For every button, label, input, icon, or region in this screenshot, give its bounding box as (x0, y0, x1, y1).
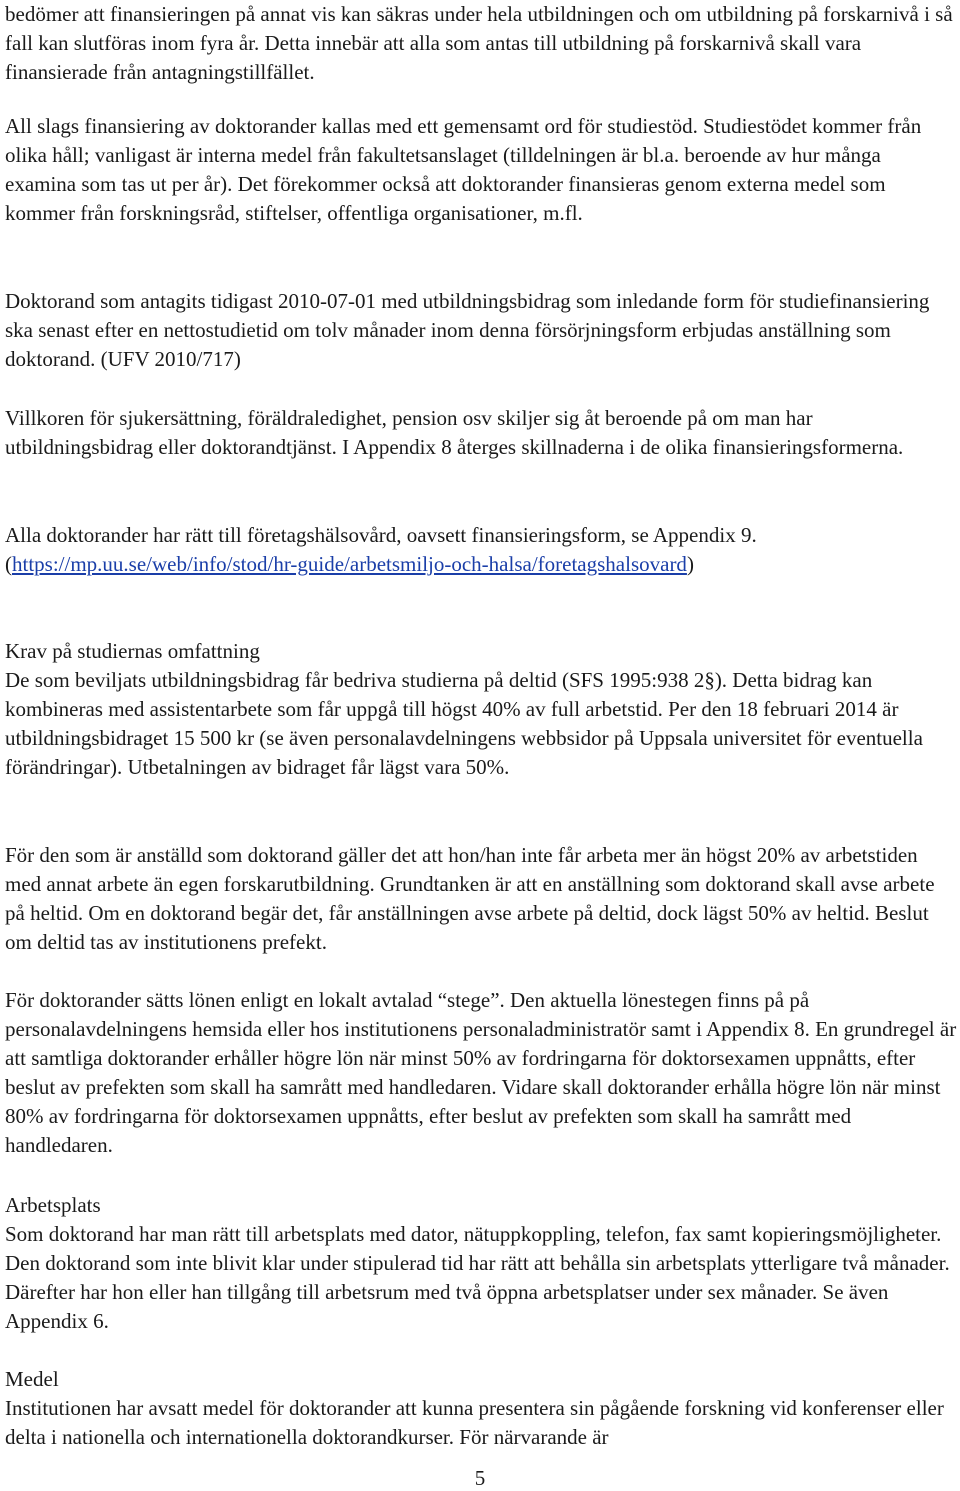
heading-krav: Krav på studiernas omfattning (5, 639, 260, 663)
paragraph-lon: För doktorander sätts lönen enligt en lokalt avtalad “stege”. Den aktuella lönestegen finns på på personalavdelningens hemsida eller hos institutionens personaladministratör samt i Appendix 8. En grundregel är att samtliga doktorander erhåller högre lön när minst 50% av fordringarna för doktorsexamen uppnåtts, efter beslut av prefekten som skall ha samrått med handledaren. Vidare skall doktorander erhålla högre lön när minst 80% av fordringarna för doktorsexamen uppnåtts, efter beslut av prefekten som skall ha samrått med handledaren. (5, 988, 957, 1157)
paragraph-krav: De som beviljats utbildningsbidrag får bedriva studierna på deltid (SFS 1995:938 2§). Detta bidrag kan kombineras med assistentarbete som får uppgå till högst 40% av full arbetstid. Per den 18 februari 2014 är utbildningsbidraget 15 500 kr (se även personalavdelningens webbsidor på Uppsala universitet för eventuella förändringar). Utbetalningen av bidraget får lägst vara 50%. (5, 668, 923, 779)
paragraph-doktorand-antagits: Doktorand som antagits tidigast 2010-07-01 med utbildningsbidrag som inledande form för studiefinansiering ska senast efter en nettostudietid om tolv månader inom denna försörjningsform erbjudas anställning som doktorand. (UFV 2010/717) (5, 289, 930, 371)
paragraph-villkoren: Villkoren för sjukersättning, föräldraledighet, pension osv skiljer sig åt beroende på om man har utbildningsbidrag eller doktorandtjänst. I Appendix 8 återges skillnaderna i de olika finansieringsformerna. (5, 406, 904, 459)
link-close-paren: ) (686, 552, 694, 576)
paragraph-anstalld: För den som är anställd som doktorand gäller det att hon/han inte får arbeta mer än högst 20% av arbetstiden med annat arbete än egen forskarutbildning. Grundtanken är att en anställning som doktorand skall avse arbete på heltid. Om en doktorand begär det, får anställningen avse arbete på deltid, dock lägst 50% av heltid. Beslut om deltid tas av institutionens prefekt. (5, 843, 935, 954)
link-open-paren: ( (5, 552, 12, 576)
paragraph-medel: Institutionen har avsatt medel för doktorander att kunna presentera sin pågående forskning vid konferenser eller delta i nationella och internationella doktorandkurser. För närvarande är (5, 1396, 944, 1449)
heading-arbetsplats: Arbetsplats (5, 1193, 101, 1217)
paragraph-studiestod: All slags finansiering av doktorander kallas med ett gemensamt ord för studiestöd. Studiestödet kommer från olika håll; vanligast är interna medel från fakultetsanslaget (tilldelningen är bl.a. beroende av hur många examina som tas ut per år). Det förekommer också att doktorander finansieras genom externa medel som kommer från forskningsråd, stiftelser, offentliga organisationer, m.fl. (5, 114, 922, 225)
foretagshalsovard-link[interactable]: https://mp.uu.se/web/info/stod/hr-guide/arbetsmiljo-och-halsa/foretagshalsovard (12, 552, 687, 576)
paragraph-arbetsplats: Som doktorand har man rätt till arbetsplats med dator, nätuppkoppling, telefon, fax samt kopieringsmöjligheter. Den doktorand som inte blivit klar under stipulerad tid har rätt att behålla sin arbetsplats ytterligare två månader. Därefter har hon eller han tillgång till arbetsrum med två öppna arbetsplatser under sex månader. Se även Appendix 6. (5, 1222, 950, 1333)
paragraph-foretagshalsovard (5, 521, 957, 579)
foretagshalsovard-text: Alla doktorander har rätt till företagshälsovård, oavsett finansieringsform, se Appendix 9. (5, 523, 757, 547)
page-number: 5 (474, 1466, 486, 1490)
heading-medel: Medel (5, 1367, 59, 1391)
paragraph-financing-intro: bedömer att finansieringen på annat vis kan säkras under hela utbildningen och om utbildning på forskarnivå i så fall kan slutföras inom fyra år. Detta innebär att alla som antas till utbildning på forskarnivå skall vara finansierade från antagningstillfället. (5, 2, 953, 84)
